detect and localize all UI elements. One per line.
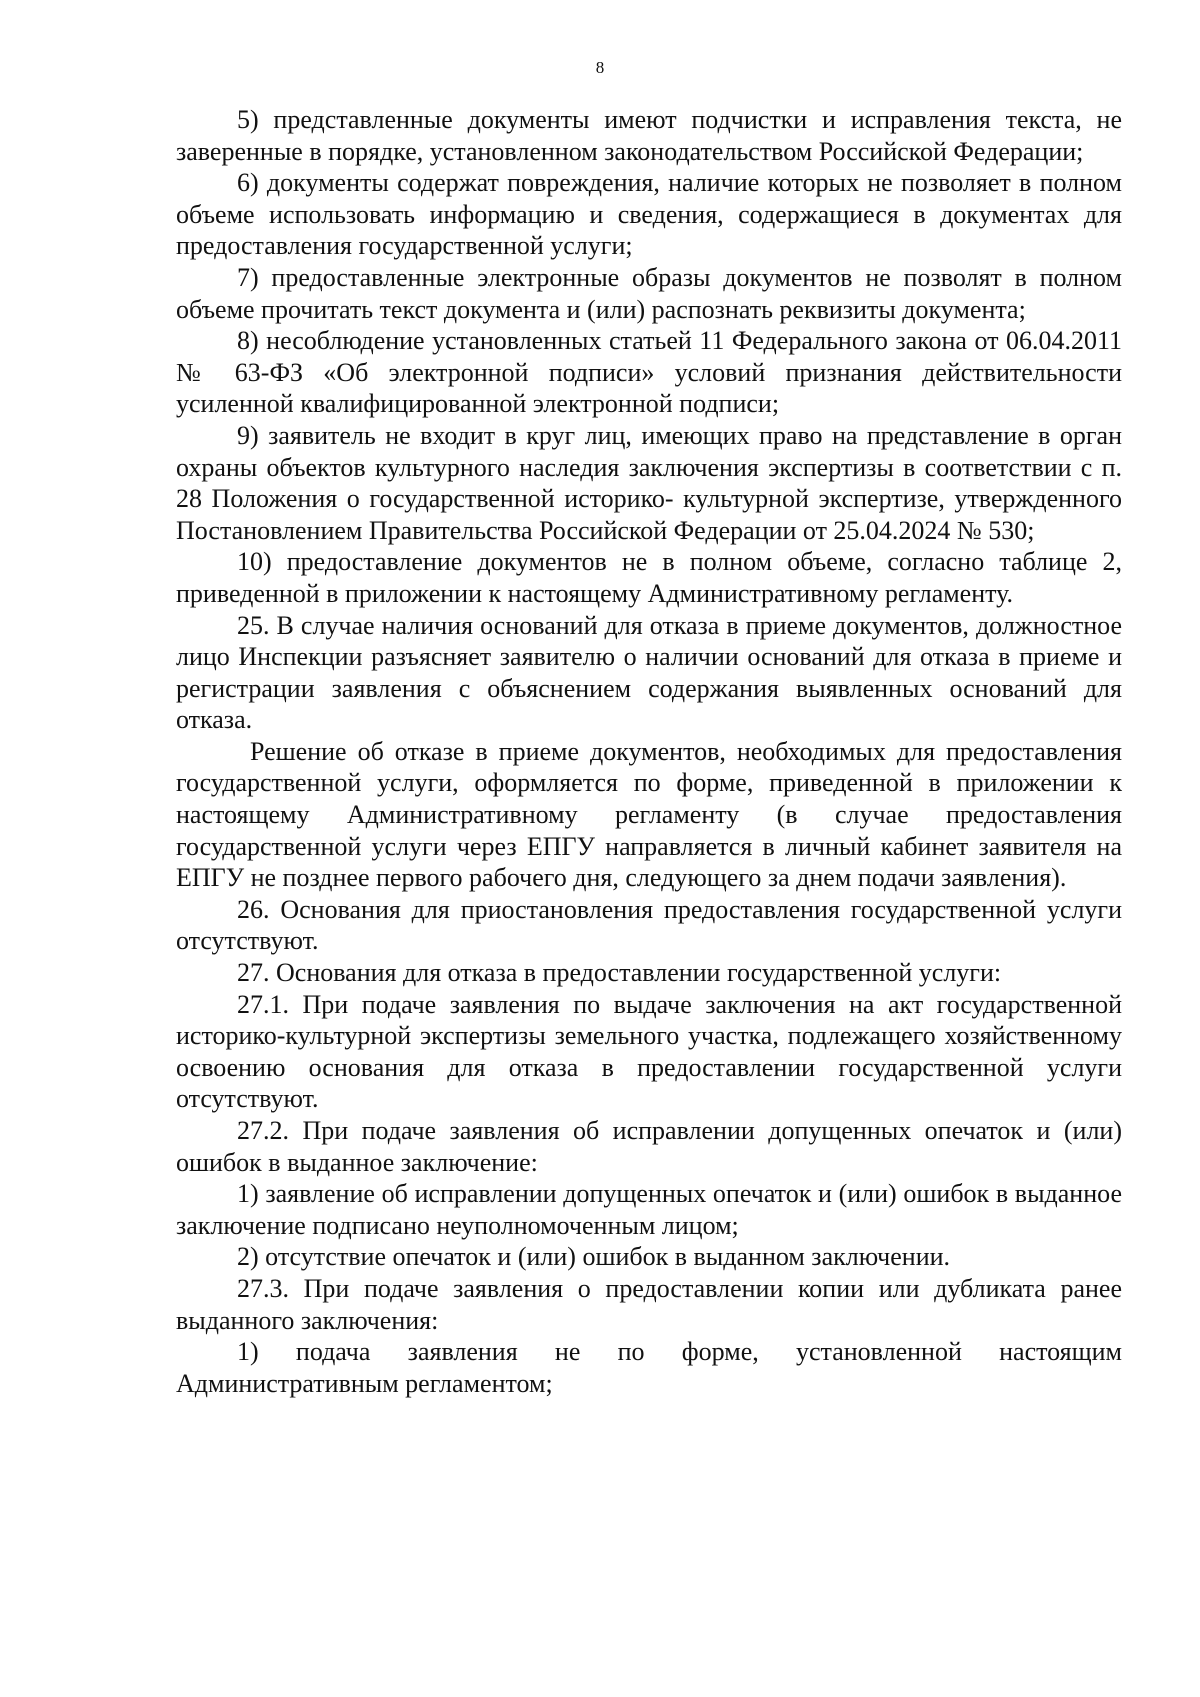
paragraph-clause-27: 27. Основания для отказа в предоставлении государственной услуги: (237, 958, 1002, 988)
paragraph-item-8: 8) несоблюдение установленных статьей 11 Федерального закона от 06.04.2011 № 63-ФЗ «Об электронной подписи» условий признания действительности усиленной квалифицированной электронной подписи; (176, 326, 1122, 419)
paragraph-clause-25: 25. В случае наличия оснований для отказа в приеме документов, должностное лицо Инспекции разъясняет заявителю о наличии оснований для отказа в приеме и регистрации заявления с объяснением содержания выявленных оснований для отказа. (176, 610, 1122, 735)
document-text (176, 104, 1122, 1399)
paragraph-refusal-decision: Решение об отказе в приеме документов, необходимых для предоставления государственной услуги, оформляется по форме, приведенной в приложении к настоящему Административному регламенту (в случае предоставления государственной услуги через ЕПГУ направляется в личный кабинет заявителя на ЕПГУ не позднее первого рабочего дня, следующего за днем подачи заявления). (176, 736, 1122, 893)
paragraph-item-7: 7) предоставленные электронные образы документов не позволят в полном объеме прочитать текст документа и (или) распознать реквизиты документа; (176, 262, 1122, 324)
paragraph-clause-27-2: 27.2. При подаче заявления об исправлении допущенных опечаток и (или) ошибок в выданное заключение: (176, 1116, 1122, 1177)
page-number: 8 (595, 58, 605, 77)
paragraph-item-9: 9) заявитель не входит в круг лиц, имеющих право на представление в орган охраны объектов культурного наследия заключения экспертизы в соответствии с п. 28 Положения о государственной историко- культурной экспертизе, утвержденного Постановлением Правительства Российской Федерации от 25.04.2024 № 530; (176, 420, 1122, 545)
paragraph-item-10: 10) предоставление документов не в полном объеме, согласно таблице 2, приведенной в приложении к настоящему Административному регламенту. (176, 547, 1122, 608)
paragraph-clause-27-2-item-2: 2) отсутствие опечаток и (или) ошибок в выданном заключении. (237, 1242, 951, 1272)
paragraph-clause-27-3-item-1: 1) подача заявления не по форме, установленной настоящим Административным регламентом; (176, 1337, 1122, 1398)
paragraph-item-6: 6) документы содержат повреждения, наличие которых не позволяет в полном объеме использовать информацию и сведения, содержащиеся в документах для предоставления государственной услуги; (176, 168, 1122, 261)
paragraph-clause-26: 26. Основания для приостановления предоставления государственной услуги отсутствуют. (176, 894, 1122, 956)
paragraph-item-5: 5) представленные документы имеют подчистки и исправления текста, не заверенные в порядке, установленном законодательством Российской Федерации; (176, 105, 1122, 166)
paragraph-clause-27-3: 27.3. При подаче заявления о предоставлении копии или дубликата ранее выданного заключения: (176, 1273, 1122, 1335)
paragraph-clause-27-2-item-1: 1) заявление об исправлении допущенных опечаток и (или) ошибок в выданное заключение подписано неуполномоченным лицом; (176, 1179, 1122, 1240)
paragraph-clause-27-1: 27.1. При подаче заявления по выдаче заключения на акт государственной историко-культурной экспертизы земельного участка, подлежащего хозяйственному освоению основания для отказа в предоставлении государственной услуги отсутствуют. (176, 989, 1122, 1114)
